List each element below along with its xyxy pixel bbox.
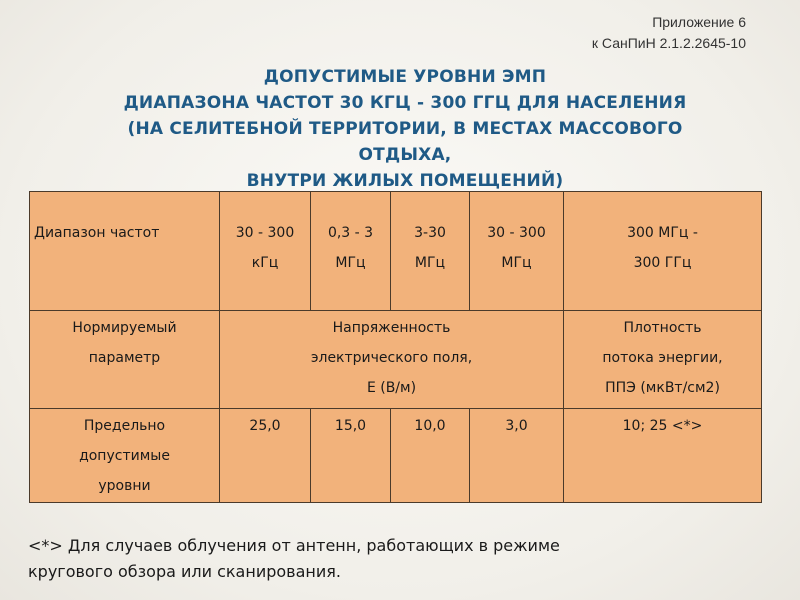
limit-value: 25,0 — [249, 418, 281, 434]
table-limits-row — [30, 409, 762, 503]
page-title — [60, 64, 750, 194]
limit-value-cell — [470, 409, 564, 503]
range-cell — [220, 192, 311, 311]
table-header-row — [30, 192, 762, 311]
range-unit: кГц — [251, 255, 279, 271]
limit-value-cell — [564, 409, 762, 503]
range-unit: 300 ГГц — [633, 255, 692, 271]
range-cell — [470, 192, 564, 311]
range-unit: МГц — [414, 255, 446, 271]
range-cell — [564, 192, 762, 311]
range-cell — [311, 192, 391, 311]
field-strength-line: Напряженность — [332, 320, 451, 336]
flux-density-line: ППЭ (мкВт/см2) — [605, 380, 720, 396]
flux-density-cell — [564, 311, 762, 409]
footnote-line-2: кругового обзора или сканирования. — [28, 562, 341, 581]
limit-value: 3,0 — [505, 418, 528, 434]
emf-limits-table — [29, 191, 762, 503]
appendix-line-1: Приложение 6 — [652, 14, 746, 30]
range-value: 30 - 300 — [487, 225, 546, 241]
title-line: ДИАПАЗОНА ЧАСТОТ 30 КГЦ - 300 ГГЦ ДЛЯ НАСЕЛЕНИЯ — [123, 93, 687, 113]
param-label-line: параметр — [88, 350, 161, 366]
appendix-reference — [592, 12, 746, 54]
limit-value: 15,0 — [334, 418, 367, 434]
limit-value-cell — [220, 409, 311, 503]
title-line: ДОПУСТИМЫЕ УРОВНИ ЭМП — [263, 67, 547, 87]
range-value: 0,3 - 3 — [327, 225, 374, 241]
range-unit: МГц — [501, 255, 532, 271]
limit-value-cell — [391, 409, 470, 503]
limit-value-cell — [311, 409, 391, 503]
title-line: (НА СЕЛИТЕБНОЙ ТЕРРИТОРИИ, В МЕСТАХ МАССОВОГО — [127, 119, 683, 139]
range-value: 300 МГц - — [627, 225, 698, 241]
range-value: 3-30 — [414, 225, 446, 241]
param-label-cell — [30, 311, 220, 409]
header-label: Диапазон частот — [34, 225, 160, 241]
header-label-cell — [30, 192, 220, 311]
limits-label-line: допустимые — [79, 448, 170, 464]
footnote-line-1: <*> Для случаев облучения от антенн, работающих в режиме — [28, 536, 560, 555]
field-strength-cell — [220, 311, 564, 409]
table-param-row — [30, 311, 762, 409]
range-value: 30 - 300 — [235, 225, 295, 241]
limits-label-line: уровни — [98, 478, 151, 494]
title-line: ВНУТРИ ЖИЛЫХ ПОМЕЩЕНИЙ) — [246, 171, 564, 191]
limits-label-line: Предельно — [83, 418, 166, 434]
range-cell — [391, 192, 470, 311]
field-strength-line: электрического поля, — [310, 350, 473, 366]
range-unit: МГц — [335, 255, 366, 271]
flux-density-line: потока энергии, — [602, 350, 723, 366]
field-strength-line: Е (В/м) — [366, 380, 417, 396]
title-line: ОТДЫХА, — [358, 145, 452, 165]
footnote — [28, 533, 560, 585]
limit-value: 10; 25 <*> — [622, 418, 703, 434]
limit-value: 10,0 — [414, 418, 446, 434]
flux-density-line: Плотность — [623, 320, 702, 336]
appendix-line-2: к СанПиН 2.1.2.2645-10 — [591, 35, 746, 51]
limits-label-cell — [30, 409, 220, 503]
param-label-line: Нормируемый — [72, 320, 177, 336]
